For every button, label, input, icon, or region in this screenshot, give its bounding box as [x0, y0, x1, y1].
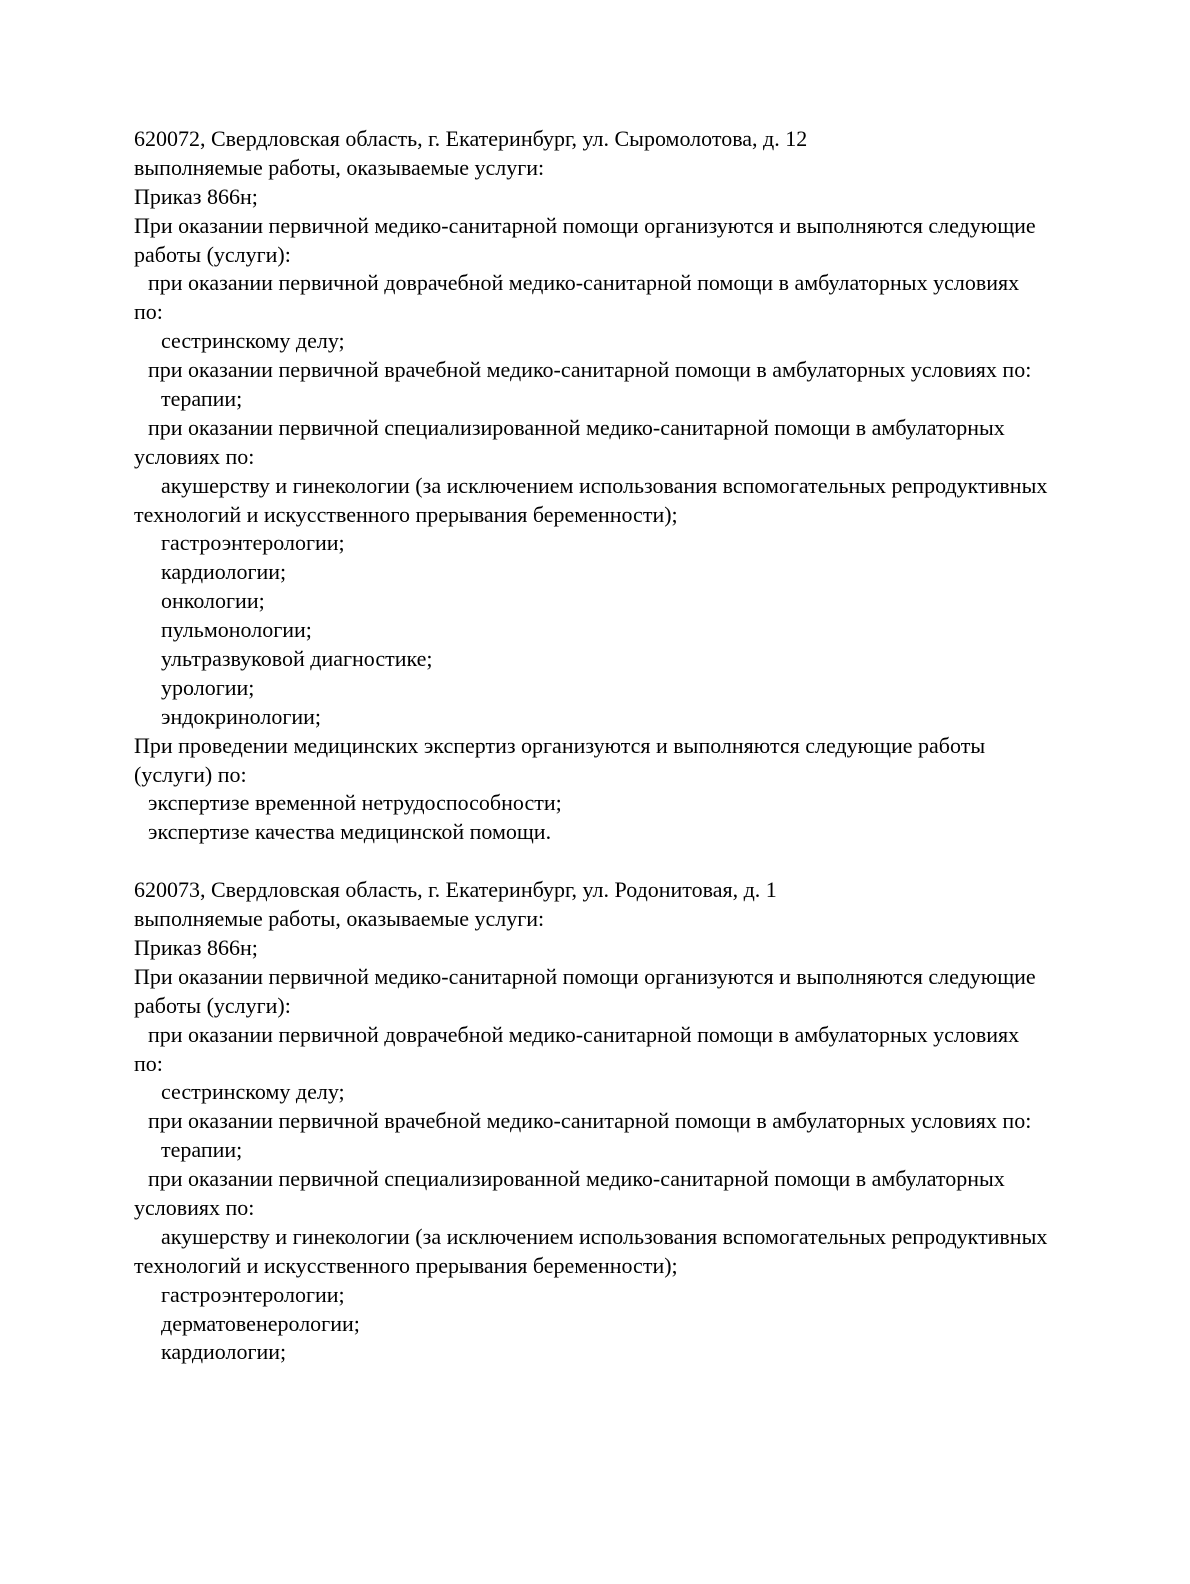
text-line: технологий и искусственного прерывания беременности); — [134, 1252, 678, 1278]
text-line: работы (услуги): — [134, 992, 291, 1018]
text-line: экспертизе качества медицинской помощи. — [148, 819, 552, 845]
text-line: условиях по: — [134, 443, 255, 469]
text-line: онкологии; — [161, 588, 265, 614]
text-line: акушерству и гинекологии (за исключением использования вспомогательных репродуктивных — [161, 472, 1048, 498]
text-line: При оказании первичной медико-санитарной помощи организуются и выполняются следующие — [134, 963, 1036, 989]
text-line: при оказании первичной врачебной медико-санитарной помощи в амбулаторных условиях по: — [148, 357, 1032, 383]
text-line: условиях по: — [134, 1194, 255, 1220]
text-line: кардиологии; — [161, 1339, 287, 1365]
text-line: по: — [134, 1050, 163, 1076]
text-line: пульмонологии; — [161, 617, 312, 643]
text-line: сестринскому делу; — [161, 1079, 345, 1105]
text-line: 620072, Свердловская область, г. Екатеринбург, ул. Сыромолотова, д. 12 — [134, 126, 808, 151]
text-line: выполняемые работы, оказываемые услуги: — [134, 906, 545, 932]
text-line: Приказ 866н; — [134, 183, 258, 209]
text-line: (услуги) по: — [134, 761, 247, 787]
text-line: сестринскому делу; — [161, 328, 345, 354]
text-line: при оказании первичной специализированной медико-санитарной помощи в амбулаторных — [148, 1166, 1005, 1192]
text-line: дерматовенерологии; — [161, 1310, 360, 1336]
text-line: эндокринологии; — [161, 703, 322, 729]
text-line: При проведении медицинских экспертиз организуются и выполняются следующие работы — [134, 732, 986, 758]
text-line: гастроэнтерологии; — [161, 530, 345, 556]
text-line: Приказ 866н; — [134, 934, 258, 960]
text-line: 620073, Свердловская область, г. Екатеринбург, ул. Родонитовая, д. 1 — [134, 877, 777, 903]
text-line: урологии; — [161, 674, 255, 700]
text-line: ультразвуковой диагностике; — [161, 646, 433, 672]
text-line: экспертизе временной нетрудоспособности; — [148, 790, 562, 816]
text-line: при оказании первичной специализированной медико-санитарной помощи в амбулаторных — [148, 414, 1005, 440]
license-works-text-block — [134, 125, 1174, 1367]
text-line: кардиологии; — [161, 559, 287, 585]
text-line: при оказании первичной доврачебной медико-санитарной помощи в амбулаторных условиях — [148, 1021, 1020, 1047]
license-site-620073 — [134, 876, 1174, 1367]
text-line: по: — [134, 299, 163, 325]
text-line: терапии; — [161, 386, 243, 412]
text-line: акушерству и гинекологии (за исключением использования вспомогательных репродуктивных — [161, 1223, 1048, 1249]
text-line: гастроэнтерологии; — [161, 1281, 345, 1307]
text-line: выполняемые работы, оказываемые услуги: — [134, 154, 545, 180]
license-site-620072 — [134, 125, 1174, 847]
text-line: при оказании первичной врачебной медико-санитарной помощи в амбулаторных условиях по: — [148, 1108, 1032, 1134]
text-line: При оказании первичной медико-санитарной помощи организуются и выполняются следующие — [134, 212, 1036, 238]
text-line: работы (услуги): — [134, 241, 291, 267]
text-line: технологий и искусственного прерывания беременности); — [134, 501, 678, 527]
text-line: терапии; — [161, 1137, 243, 1163]
text-line: при оказании первичной доврачебной медико-санитарной помощи в амбулаторных условиях — [148, 270, 1020, 296]
